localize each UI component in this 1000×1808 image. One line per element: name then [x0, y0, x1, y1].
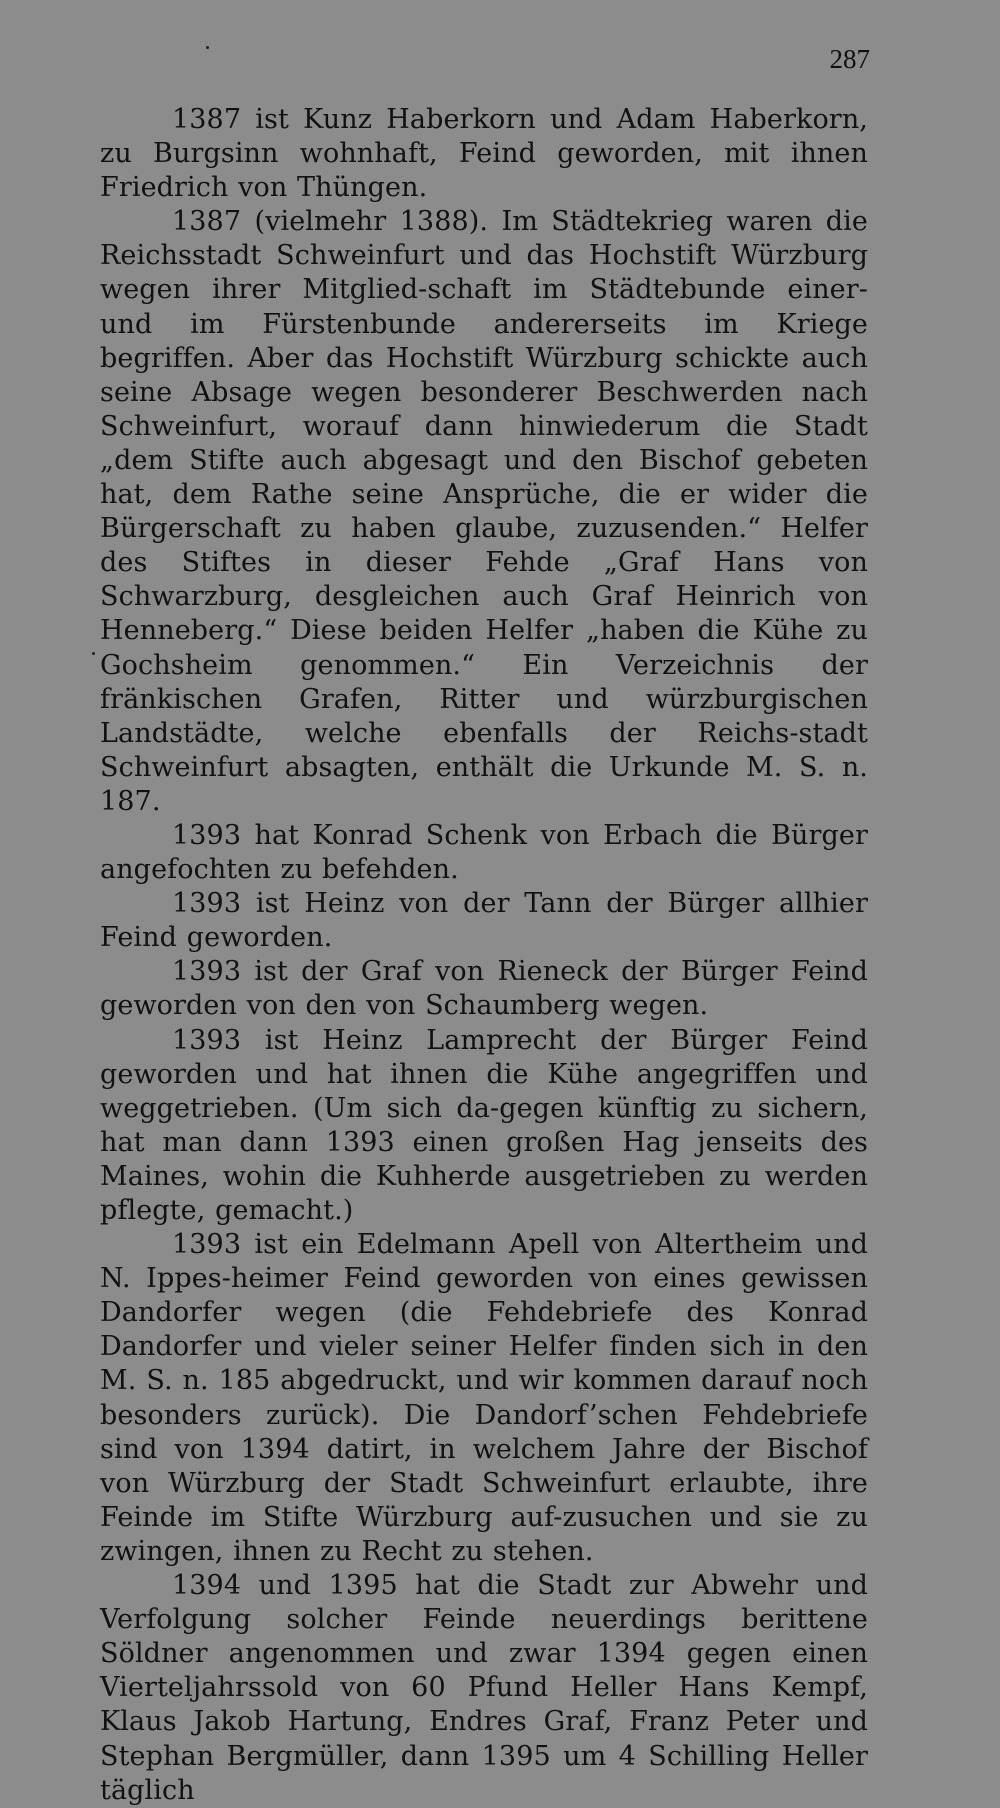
- paragraph: 1387 (vielmehr 1388). Im Städtekrieg waren die Reichsstadt Schweinfurt und das Hochstift Würzburg wegen ihrer Mitglied-schaft im Städtebunde einer- und im Fürstenbunde andererseits im Kriege begriffen. Aber das Hochstift Würzburg schickte auch seine Absage wegen besonderer Beschwerden nach Schweinfurt, worauf dann hinwiederum die Stadt „dem Stifte auch abgesagt und den Bischof gebeten hat, dem Rathe seine Ansprüche, die er wider die Bürgerschaft zu haben glaube, zuzusenden.“ Helfer des Stiftes in dieser Fehde „Graf Hans von Schwarzburg, desgleichen auch Graf Heinrich von Henneberg.“ Diese beiden Helfer „haben die Kühe zu Gochsheim genommen.“ Ein Verzeichnis der fränkischen Grafen, Ritter und würzburgischen Landstädte, welche ebenfalls der Reichs-stadt Schweinfurt absagten, enthält die Urkunde M. S. n. 187.: [100, 206, 868, 817]
- paragraph: 1393 ist Heinz von der Tann der Bürger allhier Feind geworden.: [100, 888, 868, 954]
- scan-speck: [206, 46, 209, 49]
- page-number: 287: [829, 44, 870, 74]
- paragraph: 1387 ist Kunz Haberkorn und Adam Haberkorn, zu Burgsinn wohnhaft, Feind geworden, mit ihnen Friedrich von Thüngen.: [100, 104, 868, 204]
- paragraph: 1394 und 1395 hat die Stadt zur Abwehr und Verfolgung solcher Feinde neuerdings berittene Söldner angenommen und zwar 1394 gegen einen Vierteljahrssold von 60 Pfund Heller Hans Kempf, Klaus Jakob Hartung, Endres Graf, Franz Peter und Stephan Bergmüller, dann 1395 um 4 Schilling Heller täglich: [100, 1570, 868, 1806]
- paragraph: 1393 ist ein Edelmann Apell von Altertheim und N. Ippes-heimer Feind geworden von eines gewissen Dandorfer wegen (die Fehdebriefe des Konrad Dandorfer und vieler seiner Helfer finden sich in den M. S. n. 185 abgedruckt, und wir kommen darauf noch besonders zurück). Die Dandorf’schen Fehdebriefe sind von 1394 datirt, in welchem Jahre der Bischof von Würzburg der Stadt Schweinfurt erlaubte, ihre Feinde im Stifte Würzburg auf-zusuchen und sie zu zwingen, ihnen zu Recht zu stehen.: [100, 1229, 868, 1567]
- paragraph: 1393 ist der Graf von Rieneck der Bürger Feind geworden von den von Schaumberg wegen.: [100, 956, 868, 1022]
- body-text: [100, 103, 868, 1808]
- paragraph: 1393 hat Konrad Schenk von Erbach die Bürger angefochten zu befehden.: [100, 819, 868, 886]
- paragraph: 1393 ist Heinz Lamprecht der Bürger Feind geworden und hat ihnen die Kühe angegriffen und weggetrieben. (Um sich da-gegen künftig zu sichern, hat man dann 1393 einen großen Hag jenseits des Maines, wohin die Kuhherde ausgetrieben zu werden pflegte, gemacht.): [100, 1024, 868, 1226]
- scan-speck: [92, 652, 95, 655]
